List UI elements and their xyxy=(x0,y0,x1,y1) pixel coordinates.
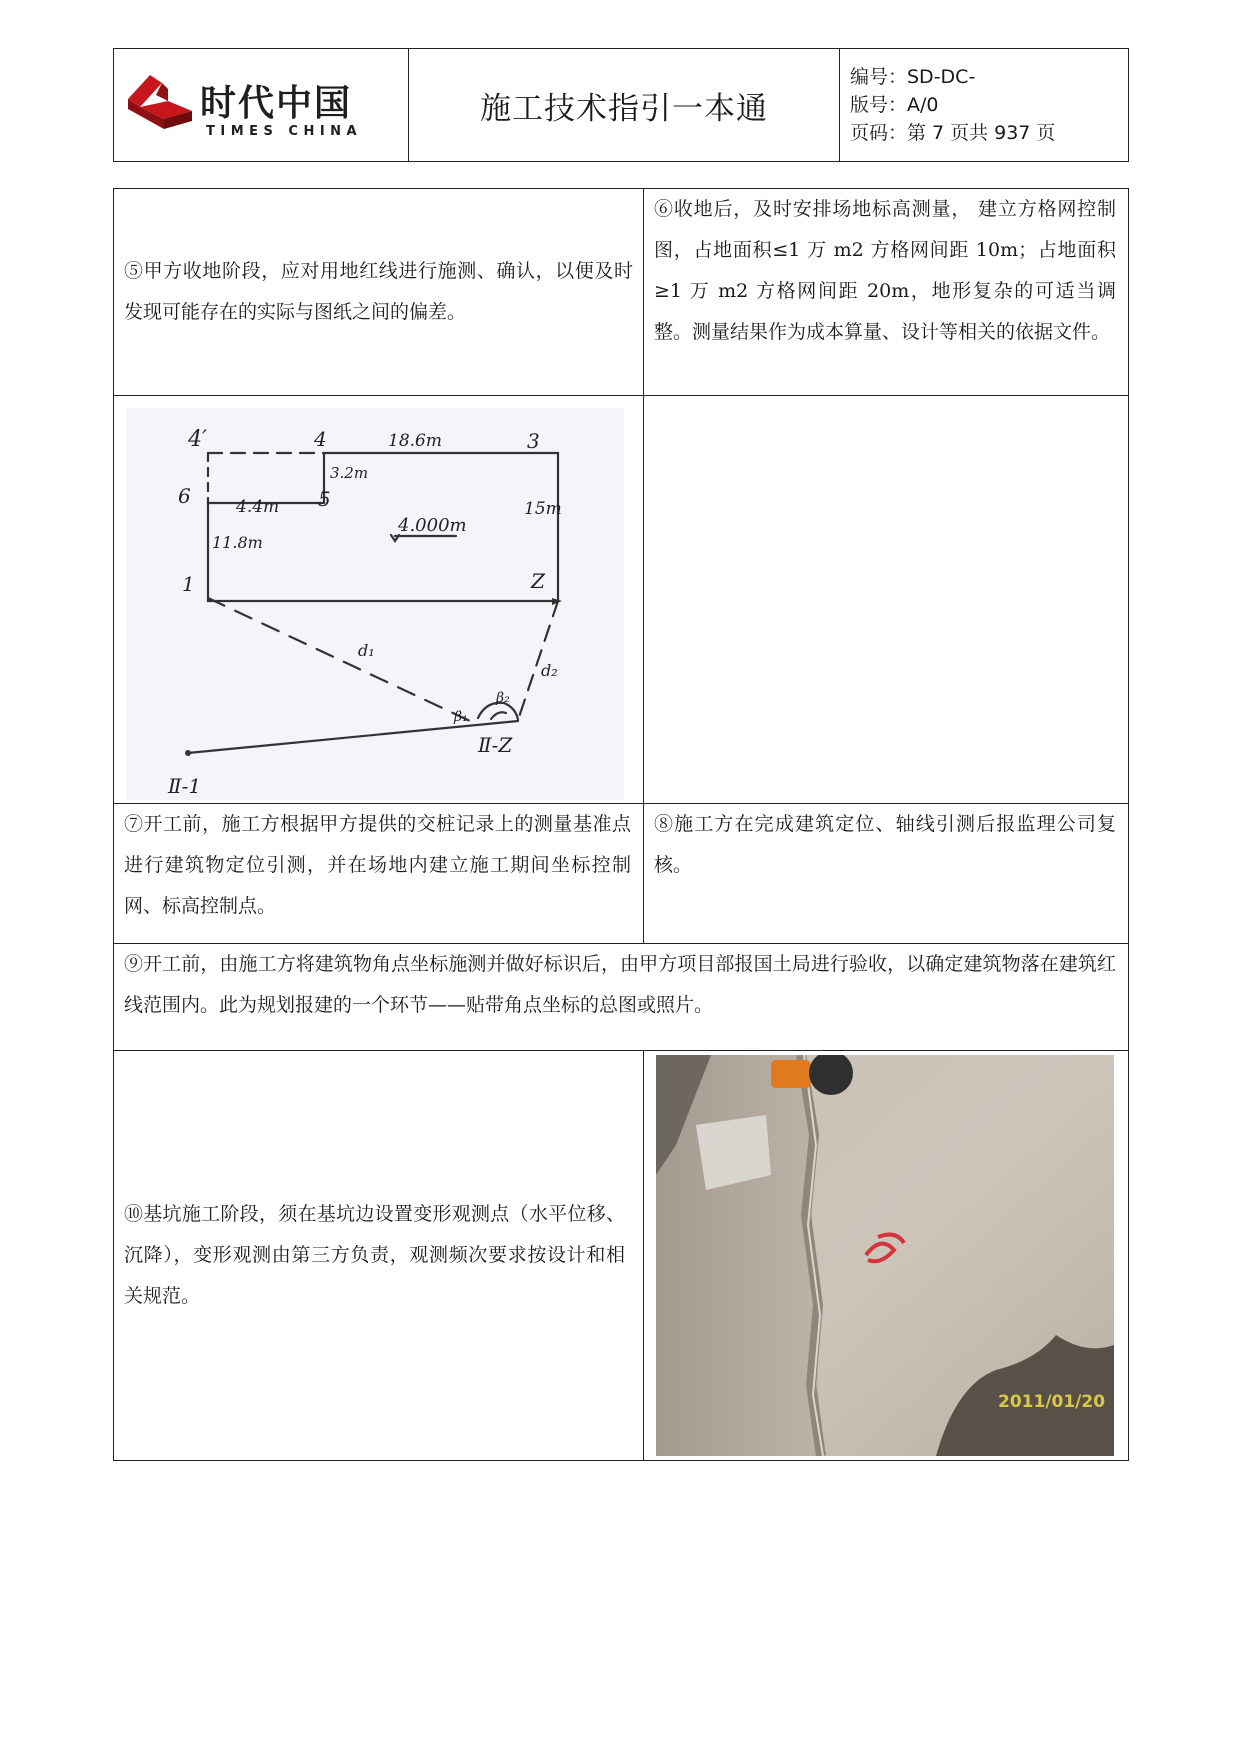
survey-sketch xyxy=(126,408,624,800)
sketch-dim-15m: 15m xyxy=(524,499,562,519)
section-8-text: ⑧施工方在完成建筑定位、轴线引测后报监理公司复核。 xyxy=(654,813,1116,876)
sketch-distance-d1: d₁ xyxy=(358,641,375,660)
page-prefix: 页码：第 xyxy=(850,122,927,144)
sketch-dim-4-4m: 4.4m xyxy=(236,497,280,517)
sketch-label-point-6: 6 xyxy=(178,484,191,508)
sketch-angle-beta2: β₂ xyxy=(496,690,510,706)
sketch-label-point-4p: 4′ xyxy=(188,427,207,452)
table-row xyxy=(114,396,1128,804)
page-middle: 页共 xyxy=(950,122,989,144)
table-row xyxy=(114,944,1128,1051)
table-row xyxy=(114,1051,1128,1460)
section-5-text: ⑤甲方收地阶段，应对用地红线进行施测、确认，以便及时发现可能存在的实际与图纸之间的偏差。 xyxy=(124,260,633,323)
meta-cell xyxy=(840,49,1128,161)
page-total: 937 xyxy=(994,122,1031,144)
logo-cell xyxy=(114,49,409,161)
sketch-dim-11-8m: 11.8m xyxy=(212,533,263,552)
photo-date-stamp: 2011/01/20 xyxy=(998,1392,1106,1412)
sketch-dim-18-6m: 18.6m xyxy=(388,431,442,451)
site-photo-cell xyxy=(644,1051,1128,1460)
section-10-text: ⑩基坑施工阶段，须在基坑边设置变形观测点（水平位移、沉降），变形观测由第三方负责，观测频次要求按设计和相关规范。 xyxy=(124,1203,625,1307)
table-row xyxy=(114,804,1128,944)
sketch-elevation-label: 4.000m xyxy=(398,515,467,536)
page-suffix: 页 xyxy=(1036,122,1056,144)
title-cell xyxy=(409,49,840,161)
sketch-label-point-ii1: Ⅱ-1 xyxy=(168,774,202,798)
section-10-cell xyxy=(114,1051,644,1460)
logo-name-en: TIMES CHINA xyxy=(206,124,363,139)
document-header xyxy=(113,48,1129,162)
guide-table xyxy=(113,188,1129,1461)
page-current: 7 xyxy=(932,122,945,144)
document-title: 施工技术指引一本通 xyxy=(480,90,768,127)
section-6-cell xyxy=(644,189,1128,395)
sketch-label-point-z: Z xyxy=(531,569,545,593)
section-5-cell xyxy=(114,189,644,395)
sketch-label-point-1: 1 xyxy=(182,572,195,596)
table-row xyxy=(114,189,1128,396)
empty-cell xyxy=(644,396,1128,803)
section-9-text: ⑨开工前，由施工方将建筑物角点坐标施测并做好标识后，由甲方项目部报国土局进行验收，以确定建筑物落在建筑红线范围内。此为规划报建的一个环节——贴带角点坐标的总图或照片。 xyxy=(124,953,1116,1016)
section-7-text: ⑦开工前，施工方根据甲方提供的交桩记录上的测量基准点进行建筑物定位引测，并在场地内建立施工期间坐标控制网、标高控制点。 xyxy=(124,813,631,917)
sketch-dim-3-2m: 3.2m xyxy=(330,464,369,482)
document-code: 编号：SD-DC- xyxy=(850,66,976,88)
sketch-label-point-iiz: Ⅱ-Z xyxy=(478,733,513,757)
sketch-angle-beta1: β₁ xyxy=(454,709,468,725)
section-7-cell xyxy=(114,804,644,943)
sketch-label-point-5: 5 xyxy=(318,487,331,511)
sketch-label-point-4: 4 xyxy=(314,427,327,451)
section-8-cell xyxy=(644,804,1128,943)
sketch-point-marker xyxy=(185,750,191,756)
times-china-logo-icon xyxy=(128,71,194,131)
sketch-distance-d2: d₂ xyxy=(541,661,558,680)
sketch-label-point-3: 3 xyxy=(527,429,540,453)
section-6-text: ⑥收地后，及时安排场地标高测量， 建立方格网控制图，占地面积≤1 万 m2 方格网间距 10m；占地面积≥1 万 m2 方格网间距 20m，地形复杂的可适当调整。测量结果作为成本算量、设计等相关的依据文件。 xyxy=(654,198,1116,343)
logo-name-cn: 时代中国 xyxy=(200,83,353,124)
site-photo xyxy=(656,1055,1114,1456)
page-number xyxy=(850,119,1128,147)
survey-sketch-cell xyxy=(114,396,644,803)
document-version: 版号：A/0 xyxy=(850,94,939,116)
